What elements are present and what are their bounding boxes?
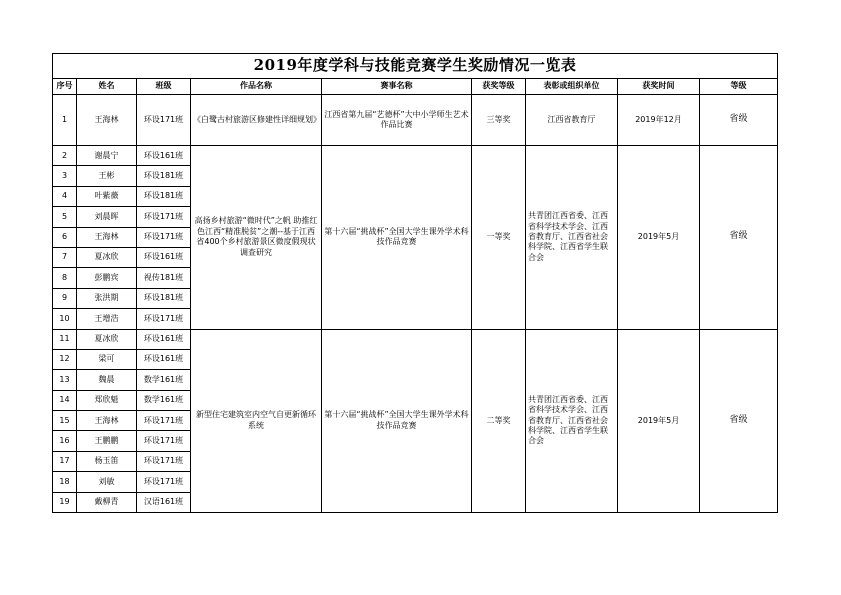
row-no: 14 [53,390,77,410]
row-class: 环设171班 [137,227,191,247]
row-class: 环设181班 [137,166,191,186]
row-no: 11 [53,329,77,349]
row-name: 刘晨晖 [77,207,137,227]
group2-work: 新型住宅建筑室内空气自更新循环系统 [191,329,322,513]
group1-award: 一等奖 [472,146,526,330]
row-class: 视传181班 [137,268,191,288]
row-no: 4 [53,186,77,206]
row-class: 环设171班 [137,95,191,146]
row-name: 梁可 [77,349,137,369]
row-class: 环设161班 [137,247,191,267]
header-row [53,79,778,95]
header-level: 等级 [700,79,778,95]
header-work: 作品名称 [191,79,322,95]
row-class: 环设171班 [137,411,191,431]
group2-org: 共青团江西省委、江西省科学技术学会、江西省教育厅、江西省社会科学院、江西省学生联合会 [526,329,618,513]
table-row [53,95,778,146]
row-no: 12 [53,349,77,369]
row-class: 数学161班 [137,370,191,390]
row-no: 18 [53,472,77,492]
row-no: 5 [53,207,77,227]
header-award: 获奖等级 [472,79,526,95]
row-name: 叶紫薇 [77,186,137,206]
header-name: 姓名 [77,79,137,95]
awards-table [52,53,778,513]
row-no: 3 [53,166,77,186]
row-name: 夏冰欣 [77,329,137,349]
row-no: 1 [53,95,77,146]
row-name: 王海林 [77,227,137,247]
row-event: 江西省第九届“艺德杯”大中小学师生艺术作品比赛 [322,95,472,146]
row-name: 夏冰欣 [77,247,137,267]
row-no: 6 [53,227,77,247]
row-name: 王鹏鹏 [77,431,137,451]
table-row [53,329,778,349]
group2-time: 2019年5月 [618,329,700,513]
row-no: 15 [53,411,77,431]
row-name: 王增浩 [77,309,137,329]
row-time: 2019年12月 [618,95,700,146]
row-class: 环设171班 [137,309,191,329]
group1-time: 2019年5月 [618,146,700,330]
row-no: 17 [53,451,77,471]
row-name: 张洪期 [77,288,137,308]
header-class: 班级 [137,79,191,95]
row-class: 环设171班 [137,451,191,471]
group1-org: 共青团江西省委、江西省科学技术学会、江西省教育厅、江西省社会科学院、江西省学生联合会 [526,146,618,330]
row-class: 汉语161班 [137,492,191,512]
row-class: 环设161班 [137,329,191,349]
row-no: 9 [53,288,77,308]
row-no: 13 [53,370,77,390]
row-name: 王彬 [77,166,137,186]
row-org: 江西省教育厅 [526,95,618,146]
row-no: 19 [53,492,77,512]
row-class: 环设161班 [137,146,191,166]
row-no: 8 [53,268,77,288]
group1-level: 省级 [700,146,778,330]
row-name: 王海林 [77,95,137,146]
row-class: 环设171班 [137,472,191,492]
row-level: 省级 [700,95,778,146]
header-time: 获奖时间 [618,79,700,95]
row-name: 魏晨 [77,370,137,390]
row-class: 数学161班 [137,390,191,410]
group2-event: 第十六届“挑战杯”全国大学生课外学术科技作品竞赛 [322,329,472,513]
row-class: 环设161班 [137,349,191,369]
row-name: 彭鹏宾 [77,268,137,288]
row-no: 7 [53,247,77,267]
row-work: 《白鹭古村旅游区修建性详细规划》 [191,95,322,146]
row-no: 16 [53,431,77,451]
group1-work: 高扬乡村旅游“微时代”之帆 助推红色江西“精准脱贫”之潮--基于江西省400个乡村旅游景区微度假现状调查研究 [191,146,322,330]
row-no: 10 [53,309,77,329]
row-name: 戴柳青 [77,492,137,512]
row-class: 环设171班 [137,207,191,227]
row-award: 三等奖 [472,95,526,146]
header-event: 赛事名称 [322,79,472,95]
row-name: 郑欣魁 [77,390,137,410]
row-class: 环设181班 [137,288,191,308]
row-class: 环设181班 [137,186,191,206]
header-no: 序号 [53,79,77,95]
table-title: 2019年度学科与技能竞赛学生奖励情况一览表 [53,54,778,79]
row-name: 杨玉笛 [77,451,137,471]
header-org: 表彰或组织单位 [526,79,618,95]
group1-event: 第十六届“挑战杯”全国大学生课外学术科技作品竞赛 [322,146,472,330]
row-name: 谢晨宁 [77,146,137,166]
table-row [53,146,778,166]
row-class: 环设171班 [137,431,191,451]
group2-award: 二等奖 [472,329,526,513]
row-no: 2 [53,146,77,166]
row-name: 刘敏 [77,472,137,492]
row-name: 王海林 [77,411,137,431]
group2-level: 省级 [700,329,778,513]
